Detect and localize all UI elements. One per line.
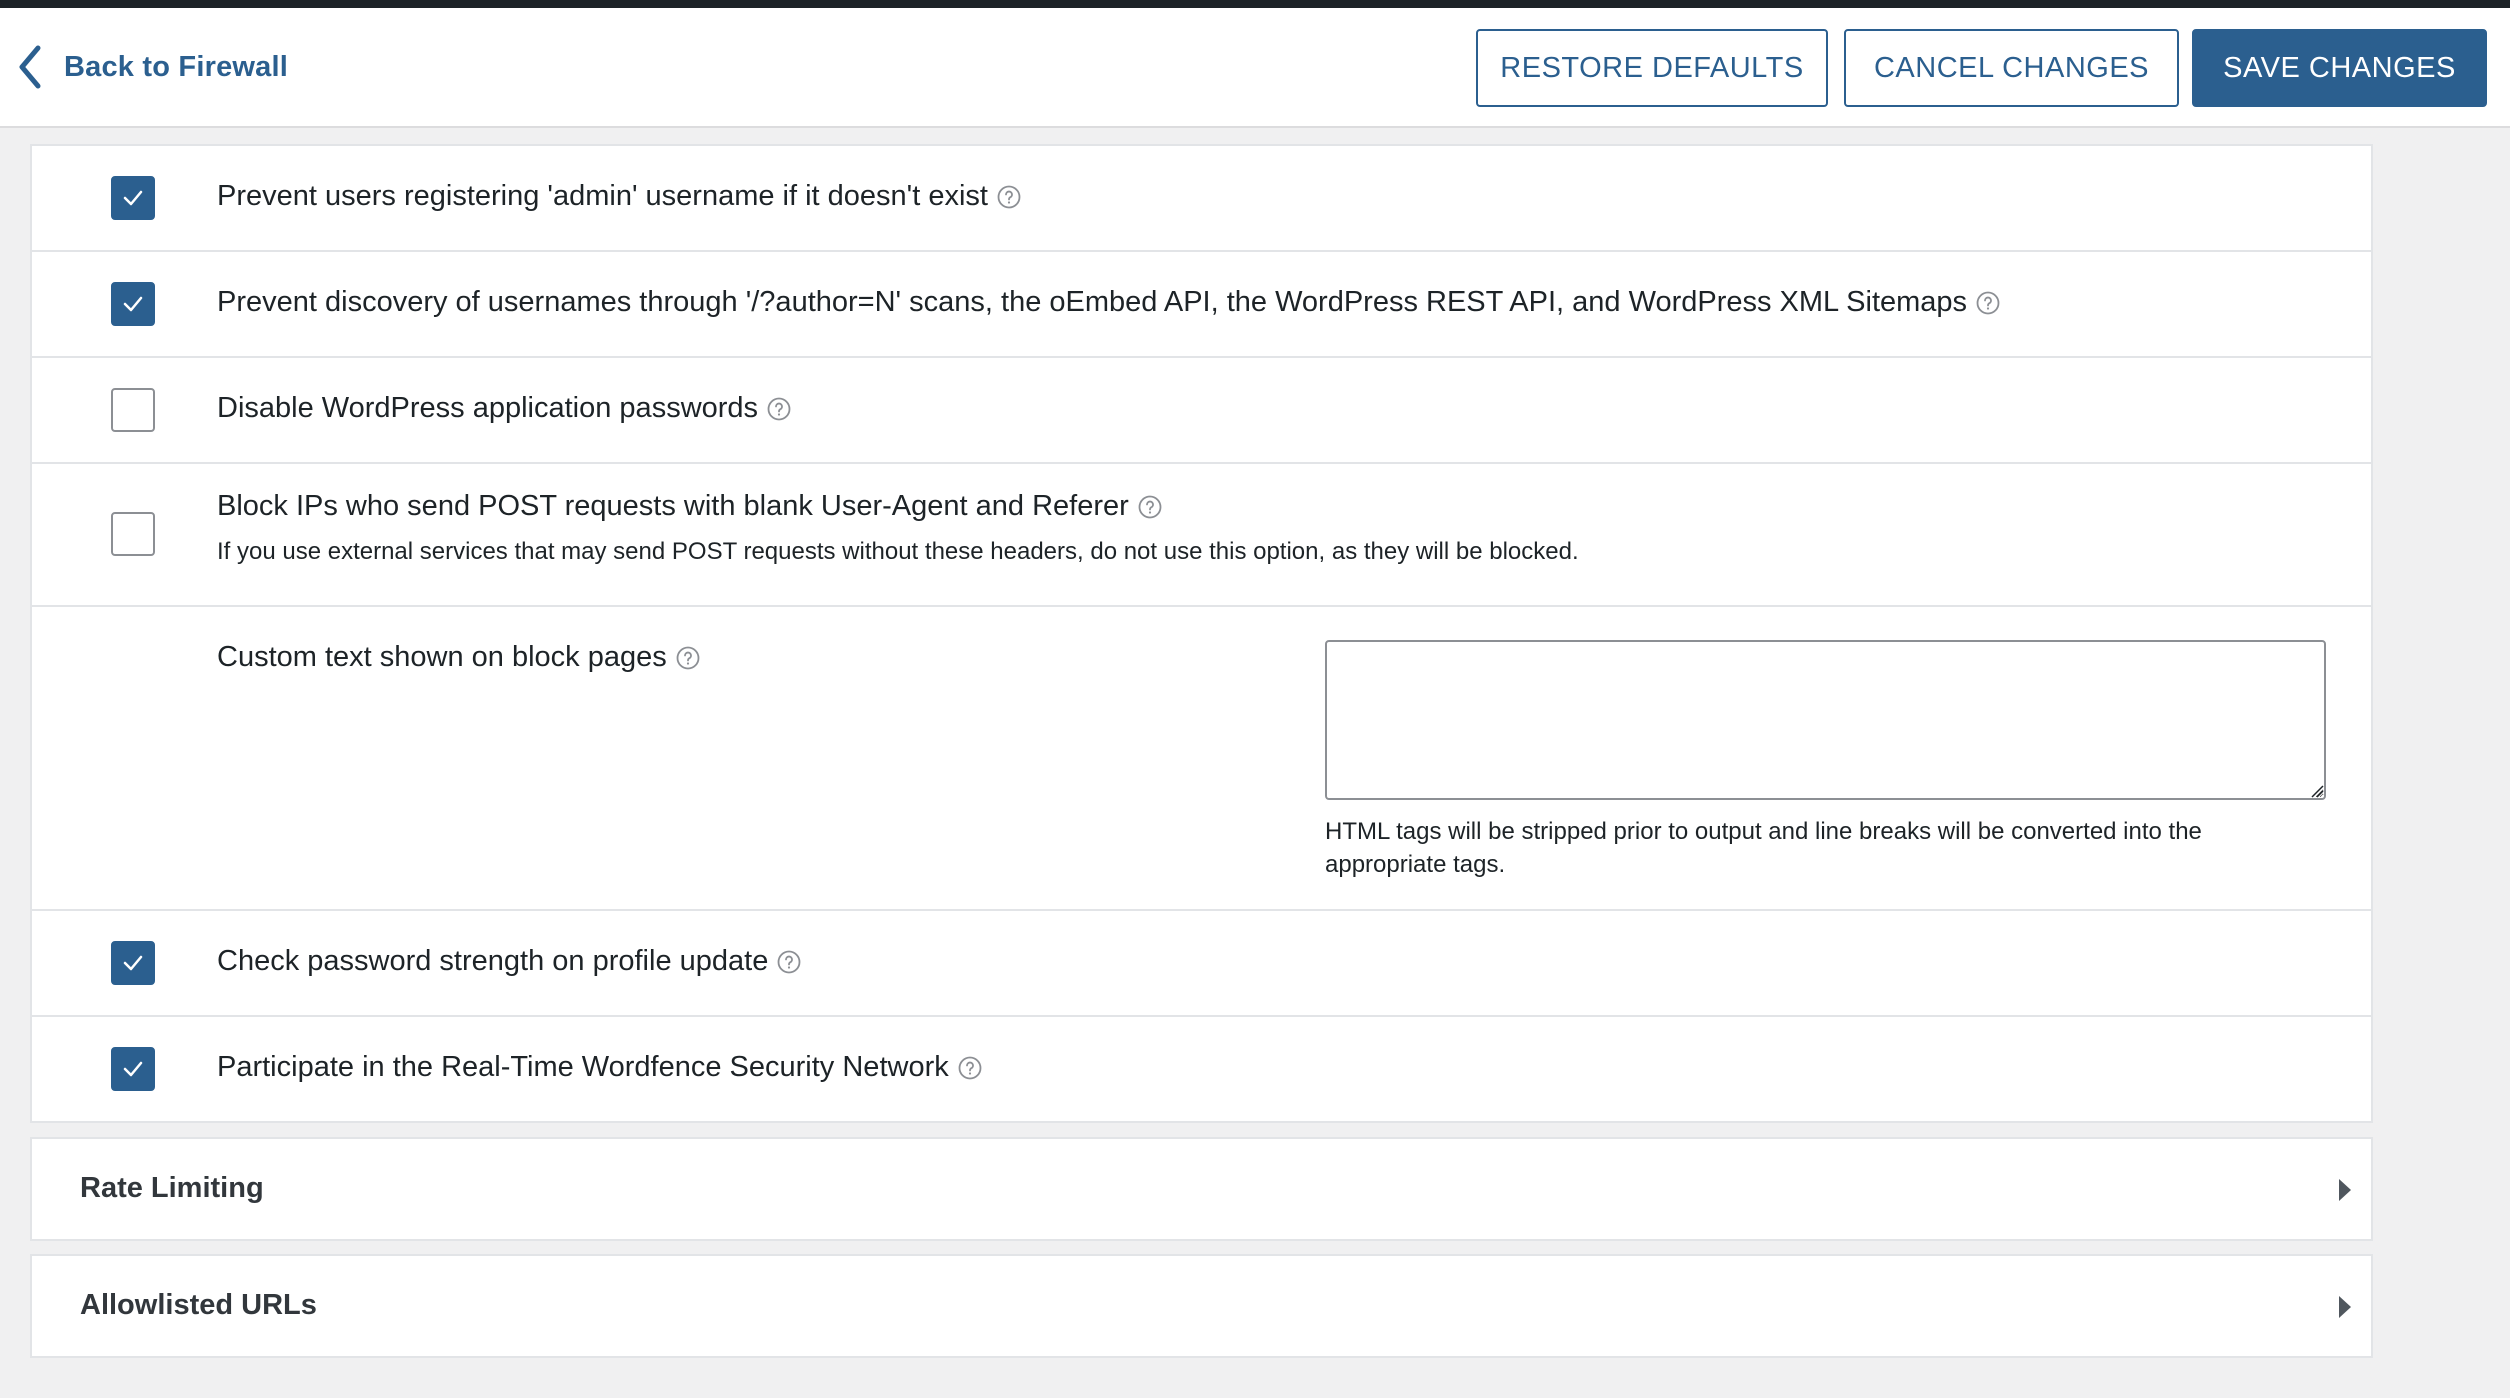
option-label-wrap [217, 490, 1163, 523]
option-checkbox[interactable] [111, 176, 155, 220]
help-icon[interactable] [957, 1055, 983, 1081]
option-label-wrap [217, 641, 701, 674]
help-icon[interactable] [776, 949, 802, 975]
back-link-label: Back to Firewall [64, 50, 288, 83]
option-label-wrap [217, 180, 1022, 213]
option-checkbox[interactable] [111, 388, 155, 432]
option-checkbox[interactable] [111, 941, 155, 985]
top-border [0, 0, 2510, 8]
option-label: Check password strength on profile update [217, 945, 769, 977]
checkmark-icon [120, 185, 146, 211]
checkmark-icon [120, 950, 146, 976]
option-label-wrap [217, 1051, 983, 1084]
option-description: If you use external services that may send POST requests without these headers, do not use this option, as they will be blocked. [217, 538, 1579, 565]
section-rate-limiting[interactable] [30, 1137, 2373, 1241]
custom-text-textarea[interactable] [1325, 640, 2326, 800]
option-label: Block IPs who send POST requests with blank User-Agent and Referer [217, 490, 1129, 522]
section-allowlisted-urls[interactable] [30, 1254, 2373, 1358]
options-header [0, 8, 2510, 128]
caret-right-icon [2338, 1178, 2352, 1202]
option-label-wrap [217, 945, 802, 978]
option-checkbox[interactable] [111, 1047, 155, 1091]
option-row-security-network [32, 1017, 2371, 1123]
option-label: Prevent users registering 'admin' username if it doesn't exist [217, 180, 988, 212]
option-row-username-discovery [32, 252, 2371, 358]
back-to-firewall-link[interactable] [16, 42, 288, 92]
option-label: Disable WordPress application passwords [217, 392, 759, 424]
help-icon[interactable] [1137, 494, 1163, 520]
section-title: Rate Limiting [80, 1172, 264, 1204]
help-icon[interactable] [766, 396, 792, 422]
options-panel [30, 144, 2373, 1123]
checkmark-icon [120, 291, 146, 317]
option-label: Participate in the Real-Time Wordfence Security Network [217, 1051, 949, 1083]
cancel-changes-button[interactable]: CANCEL CHANGES [1844, 29, 2179, 107]
help-icon[interactable] [1975, 290, 2001, 316]
option-row-admin-username [32, 146, 2371, 252]
option-checkbox[interactable] [111, 512, 155, 556]
resize-grip-icon[interactable] [2308, 782, 2324, 798]
save-changes-button[interactable]: SAVE CHANGES [2192, 29, 2487, 107]
option-label-wrap [217, 286, 2001, 319]
option-row-custom-text [32, 607, 2371, 911]
help-icon[interactable] [675, 645, 701, 671]
option-row-app-passwords [32, 358, 2371, 464]
option-row-block-blank-post [32, 464, 2371, 607]
chevron-left-icon [16, 44, 44, 90]
custom-text-help: HTML tags will be stripped prior to output and line breaks will be converted into the appropriate tags. [1325, 818, 2202, 878]
option-row-password-strength [32, 911, 2371, 1017]
option-label-wrap [217, 392, 792, 425]
checkmark-icon [120, 1056, 146, 1082]
option-checkbox[interactable] [111, 282, 155, 326]
caret-right-icon [2338, 1295, 2352, 1319]
section-title: Allowlisted URLs [80, 1289, 317, 1321]
help-icon[interactable] [996, 184, 1022, 210]
custom-text-label: Custom text shown on block pages [217, 641, 667, 673]
restore-defaults-button[interactable]: RESTORE DEFAULTS [1476, 29, 1828, 107]
option-label: Prevent discovery of usernames through '/?author=N' scans, the oEmbed API, the WordPress REST API, and WordPress XML Sitemaps [217, 286, 1968, 318]
